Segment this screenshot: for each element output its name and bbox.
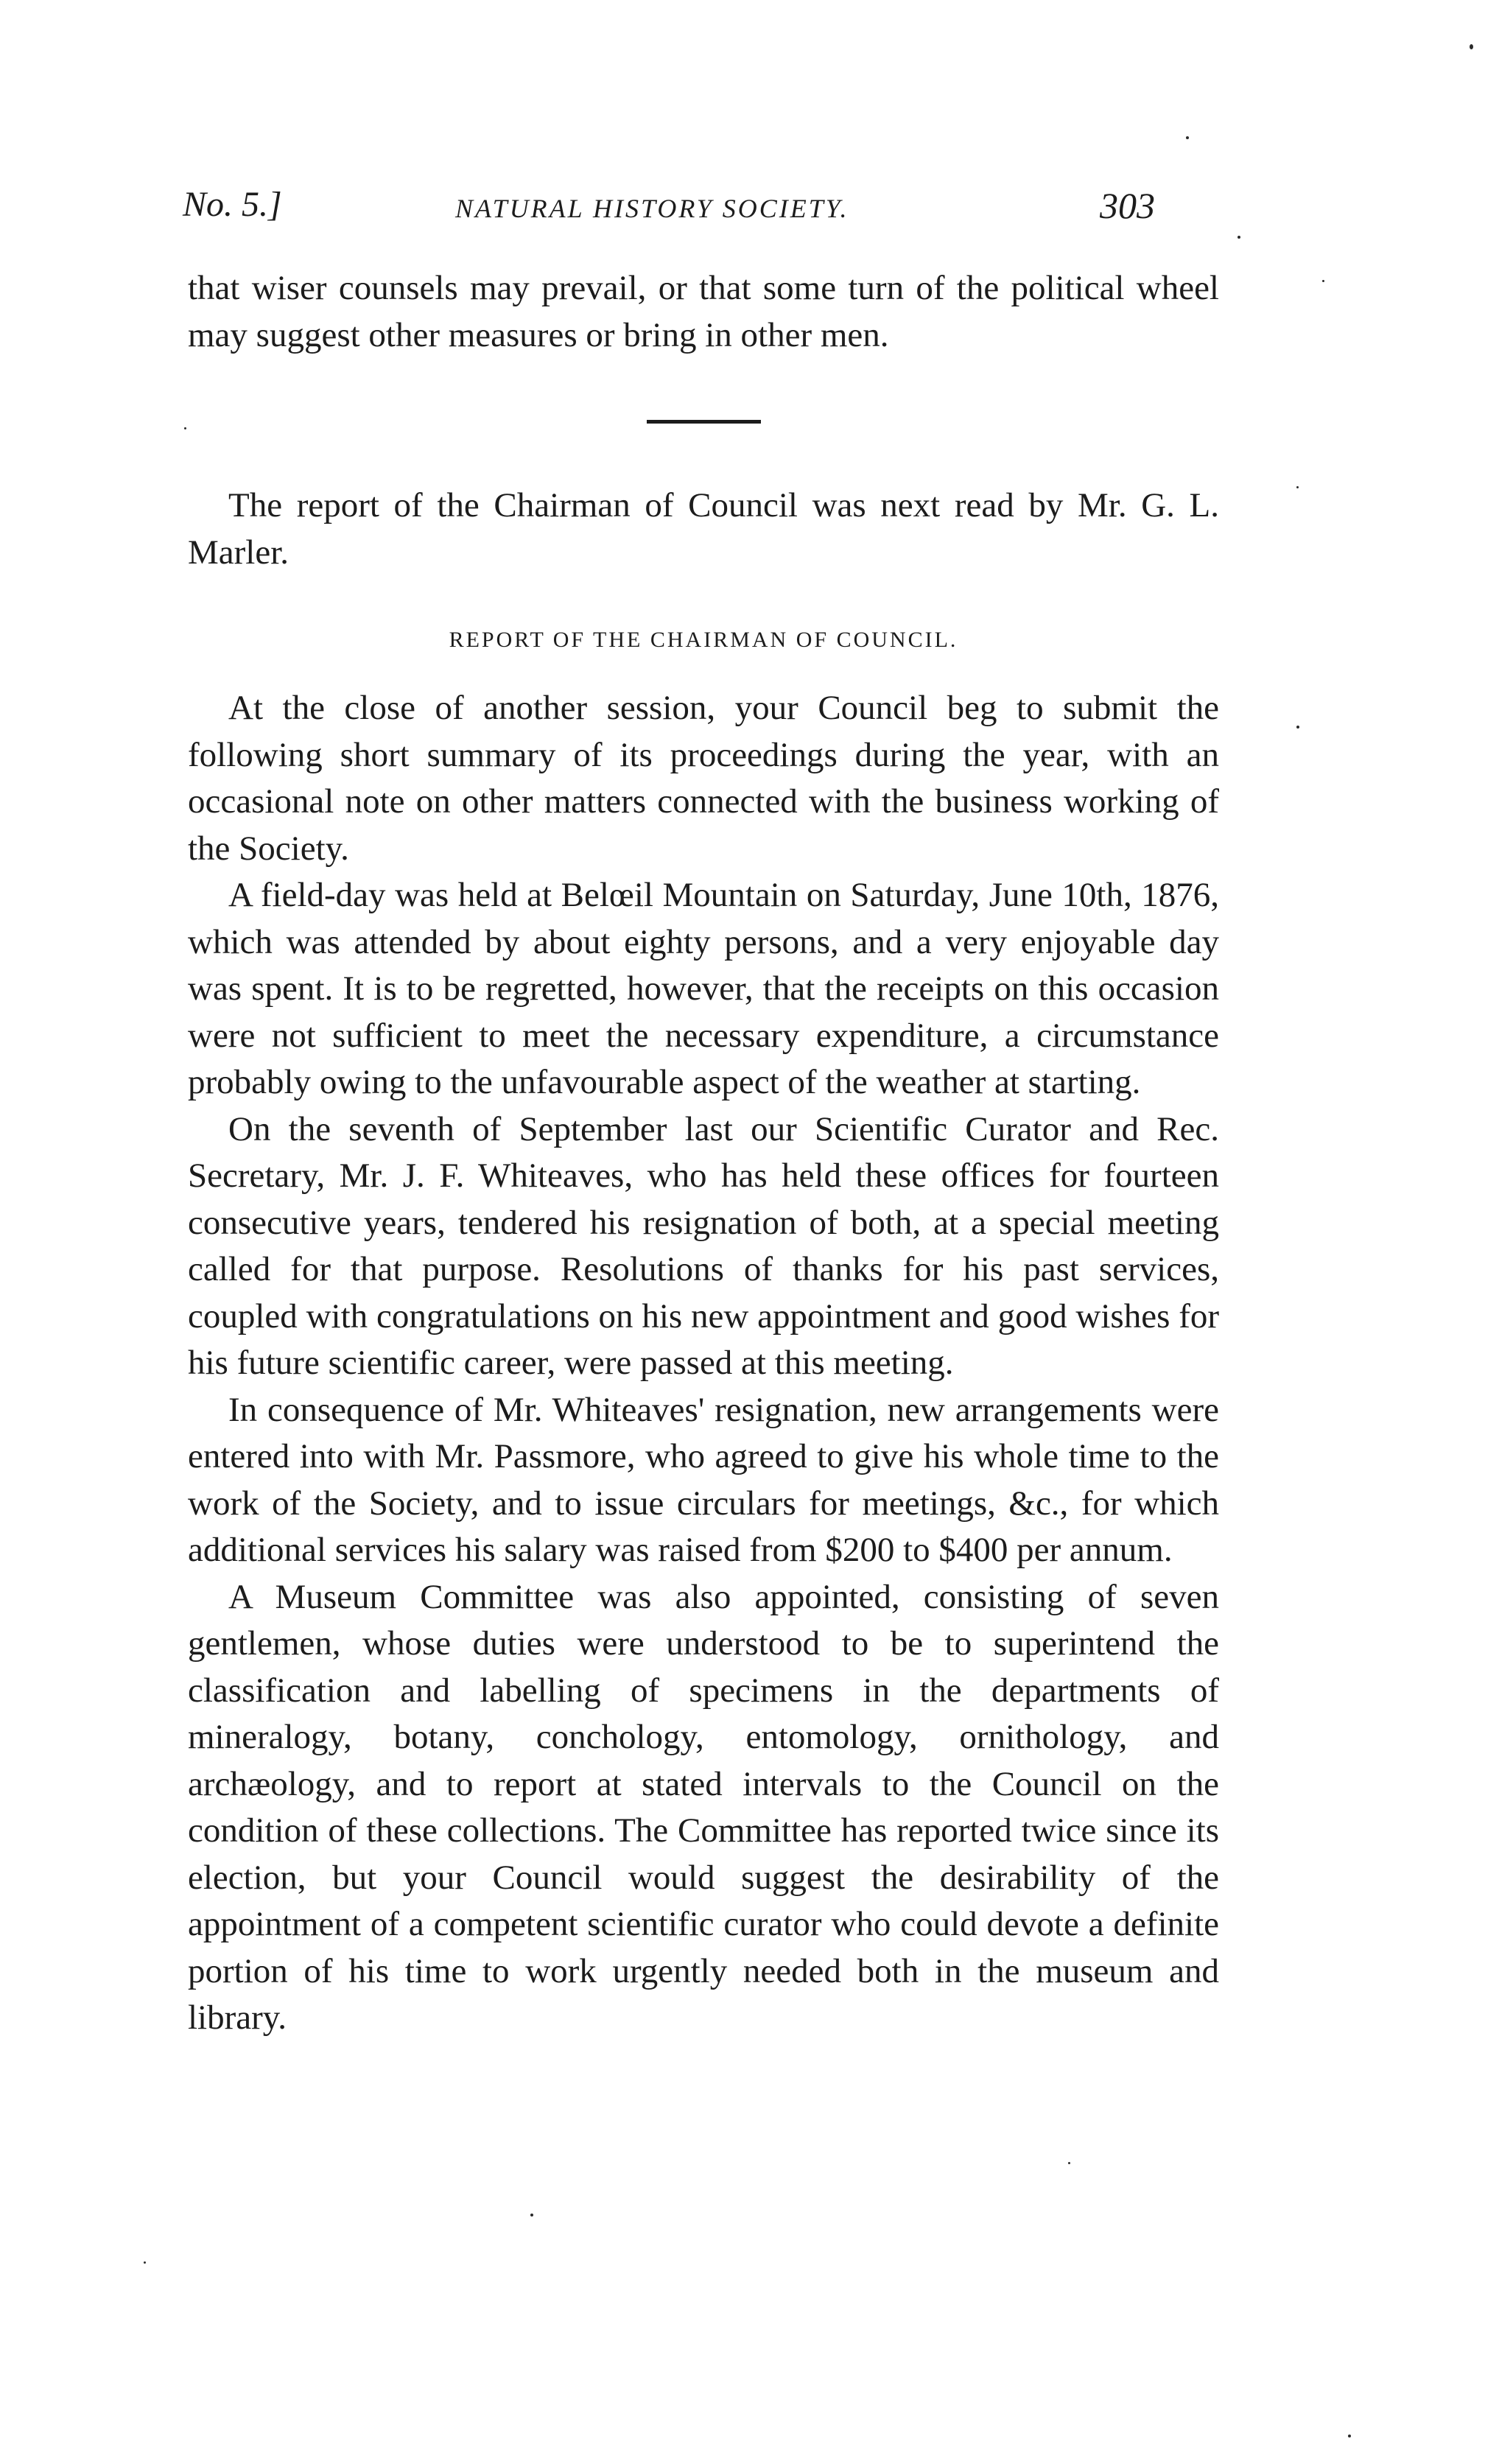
scan-speck [1296,726,1299,729]
scan-speck [184,427,186,429]
continued-paragraph: that wiser counsels may prevail, or that some turn of the political wheel may suggest other measures or bring in other men. [188,269,1219,354]
scan-speck [1296,486,1299,488]
scan-speck [1322,280,1324,282]
scan-speck [530,2214,533,2216]
running-title: NATURAL HISTORY SOCIETY. [455,194,849,223]
running-header [183,184,1243,236]
paragraph-curator-resignation: On the seventh of September last our Scientific Curator and Rec. Secretary, Mr. J. F. Whiteaves, who has held these offices for fourteen consecutive years, tendered his resignation of both, at a special meeting called for that purpose. Resolutions of thanks for his past services, coupled with congratulations on his new appointment and good wishes for his future scientific career, were passed at this meeting. [188,1109,1219,1382]
paragraph-museum-committee: A Museum Committee was also appointed, consisting of seven gentlemen, whose duties were understood to be to superintend the classification and labelling of specimens in the departments of mineralogy, botany, conchology, entomology, ornithology, and archæology, and to report at stated intervals to the Council on the condition of these collections. The Committee has reported twice since its election, but your Council would suggest the desirability of the appointment of a competent scientific curator who could devote a definite portion of his time to work urgently needed both in the museum and library. [188,1577,1219,2037]
intro-paragraph: The report of the Chairman of Council was next read by Mr. G. L. Marler. [188,486,1219,572]
scan-speck [144,2261,146,2264]
page-number: 303 [1100,185,1155,226]
report-body [188,685,1219,2042]
report-heading: REPORT OF THE CHAIRMAN OF COUNCIL. [449,628,958,652]
scan-speck [1186,136,1189,139]
paragraph-new-arrangements: In consequence of Mr. Whiteaves' resignation, new arrangements were entered into with Mr. Passmore, who agreed to give his whole time to the work of the Society, and to issue circulars for meetings, &c., for which additional services his salary was raised from $200 to $400 per annum. [188,1390,1219,1569]
scan-speck [1348,2435,1351,2437]
issue-number: No. 5.] [183,185,282,224]
paragraph-field-day: A field-day was held at Belœil Mountain on Saturday, June 10th, 1876, which was attended by about eighty persons, and a very enjoyable day was spent. It is to be regretted, however, that the receipts on this occasion were not sufficient to meet the necessary expenditure, a circumstance probably owing to the unfavourable aspect of the weather at starting. [188,876,1219,1101]
scan-speck [1068,2162,1070,2164]
section-divider [647,420,761,424]
scan-speck [1470,44,1473,49]
scan-speck [1238,236,1240,239]
paragraph-session-summary: At the close of another session, your Council beg to submit the following short summary of its proceedings during the year, with an occasional note on other matters connected with the business working of the Society. [188,689,1219,868]
